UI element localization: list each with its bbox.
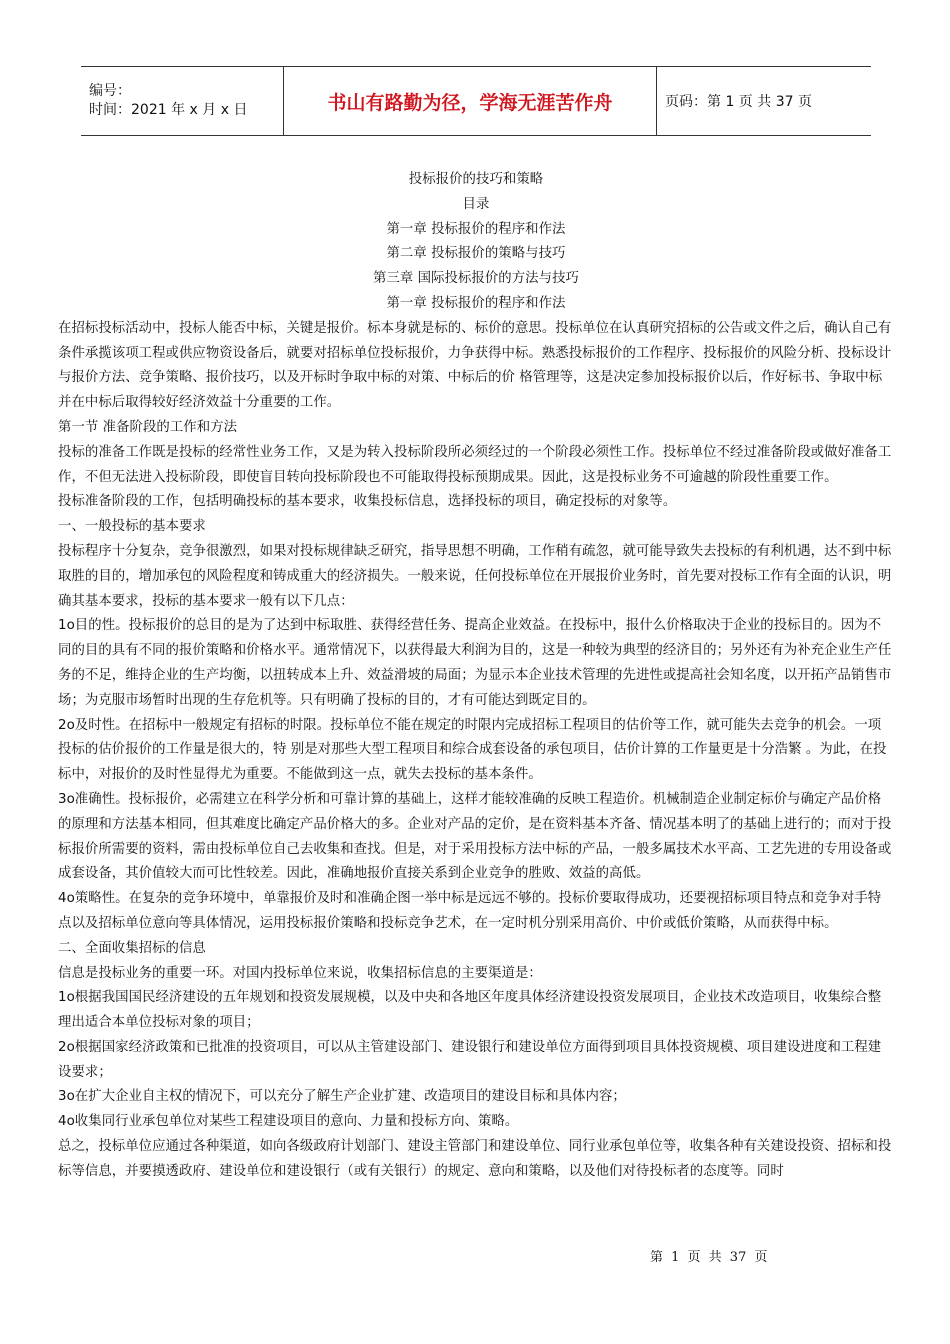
paragraph: 总之，投标单位应通过各种渠道，如向各级政府计划部门、建设主管部门和建设单位、同行业承包单位等，收集各种有关建设投资、招标和投标等信息，并要摸透政府、建设单位和建设银行（或有关银行）的规定、意向和策略，以及他们对待投标者的态度等。同时: [58, 1139, 892, 1179]
header-page-info: 页码：第 1 页 共 37 页: [665, 94, 812, 110]
paragraph: 2o根据国家经济政策和已批准的投资项目，可以从主管建设部门、建设银行和建设单位方面得到项目具体投资规模、项目建设进度和工程建设要求；: [58, 1039, 882, 1080]
page-footer: 第 1 页 共 37 页: [650, 1250, 768, 1265]
paragraph: 投标准备阶段的工作，包括明确投标的基本要求，收集投标信息，选择投标的项目，确定投标的对象等。: [58, 494, 677, 510]
paragraph: 投标程序十分复杂，竞争很激烈，如果对投标规律缺乏研究，指导思想不明确，工作稍有疏忽，就可能导致失去投标的有利机遇，达不到中标取胜的目的，增加承包的风险程度和铸成重大的经济损失。一般来说，任何投标单位在开展报价业务时，首先要对投标工作有全面的认识，明确其基本要求，投标的基本要求一般有以下几点：: [58, 543, 892, 609]
header-left-cell: [81, 67, 283, 135]
paragraph: 投标的准备工作既是投标的经常性业务工作，又是为转入投标阶段所必须经过的一个阶段必须性工作。投标单位不经过准备阶段或做好准备工作，不但无法进入投标阶段，即使盲目转向投标阶段也不可能取得投标预期成果。因此，这是投标业务不可逾越的阶段性重要工作。: [58, 444, 892, 485]
header-motto: 书山有路勤为径，学海无涯苦作舟: [327, 91, 613, 114]
document-title: 投标报价的技巧和策略: [408, 172, 544, 187]
toc-item: 第一章 投标报价的程序和作法: [386, 221, 566, 237]
paragraph: 4o收集同行业承包单位对某些工程建设项目的意向、力量和投标方向、策略。: [58, 1114, 519, 1130]
paragraph: 信息是投标业务的重要一环。对国内投标单位来说，收集招标信息的主要渠道是：: [58, 965, 542, 981]
document-number-label: 编号：: [89, 83, 131, 99]
paragraph: 2o及时性。在招标中一般规定有招标的时限。投标单位不能在规定的时限内完成招标工程项目的估价等工作，就可能失去竞争的机会。一项投标的估价报价的工作量是很大的，特 别是对那些大型工程项目和综合成套设备的承包项目，估价计算的工作量更是十分浩繁 。为此，在投标中，对报价的及时性显得尤为重要。不能做到这一点，就失去投标的基本条件。: [58, 717, 887, 783]
paragraph: 4o策略性。在复杂的竞争环境中，单靠报价及时和准确企图一举中标是远远不够的。投标价要取得成功，还要视招标项目特点和竞争对手特点以及招标单位意向等具体情况，运用投标报价策略和投标竞争艺术，在一定时机分别采用高价、中价或低价策略，从而获得中标。: [58, 891, 882, 931]
document-time-label: 时间：2021 年 x 月 x 日: [89, 102, 248, 118]
page-header: [81, 66, 871, 136]
paragraph: 3o准确性。投标报价，必需建立在科学分析和可靠计算的基础上，这样才能较准确的反映工程造价。机械制造企业制定标价与确定产品价格的原理和方法基本相同，但其难度比确定产品价格大的多。企业对产品的定价，是在资料基本齐备、情况基本明了的基础上进行的；而对于投标报价所需要的资料，需由投标单位自己去收集和查找。但是，对于采用投标方法中标的产品，一般多属技术水平高、工艺先进的专用设备或成套设备，其价值较大而可比性较差。因此，准确地报价直接关系到企业竞争的胜败、效益的高低。: [58, 791, 892, 882]
paragraph: 1o根据我国国民经济建设的五年规划和投资发展规模，以及中央和各地区年度具体经济建设投资发展项目，企业技术改造项目，收集综合整理出适合本单位投标对象的项目；: [58, 990, 882, 1031]
chapter-heading: 第一章 投标报价的程序和作法: [386, 295, 566, 311]
subsection-heading: 一、一般投标的基本要求: [58, 519, 206, 535]
section-heading: 第一节 准备阶段的工作和方法: [58, 419, 238, 435]
paragraph: 1o目的性。投标报价的总目的是为了达到中标取胜、获得经营任务、提高企业效益。在投标中，报什么价格取决于企业的投标目的。因为不同的目的具有不同的报价策略和价格水平。通常情况下，以获得最大利润为目的，这是一种较为典型的经济目的；另外还有为补充企业生产任务的不足，维持企业的生产均衡，以扭转成本上升、效益滑坡的局面；为显示本企业技术管理的先进性或提高社会知名度，以开拓产品销售市场；为克服市场暂时出现的生存危机等。只有明确了投标的目的，才有可能达到既定目的。: [58, 618, 892, 708]
header-page-cell: [657, 67, 871, 135]
document-body: [58, 168, 894, 1185]
toc-heading: 目录: [462, 196, 490, 212]
paragraph: 在招标投标活动中，投标人能否中标，关键是报价。标本身就是标的、标价的意思。投标单位在认真研究招标的公告或文件之后，确认自己有条件承揽该项工程或供应物资设备后，就要对招标单位投标报价，力争获得中标。熟悉投标报价的工作程序、投标报价的风险分析、投标设计与报价方法、竞争策略、报价技巧，以及开标时争取中标的对策、中标后的价 格管理等，这是决定参加投标报价以后，作好标书、争取中标并在中标后取得较好经济效益十分重要的工作。: [58, 320, 892, 411]
toc-item: 第三章 国际投标报价的方法与技巧: [373, 271, 579, 287]
paragraph: 3o在扩大企业自主权的情况下，可以充分了解生产企业扩建、改造项目的建设目标和具体内容；: [58, 1089, 626, 1105]
toc-item: 第二章 投标报价的策略与技巧: [386, 246, 566, 262]
subsection-heading: 二、全面收集招标的信息: [58, 940, 206, 956]
header-motto-cell: [283, 67, 657, 135]
